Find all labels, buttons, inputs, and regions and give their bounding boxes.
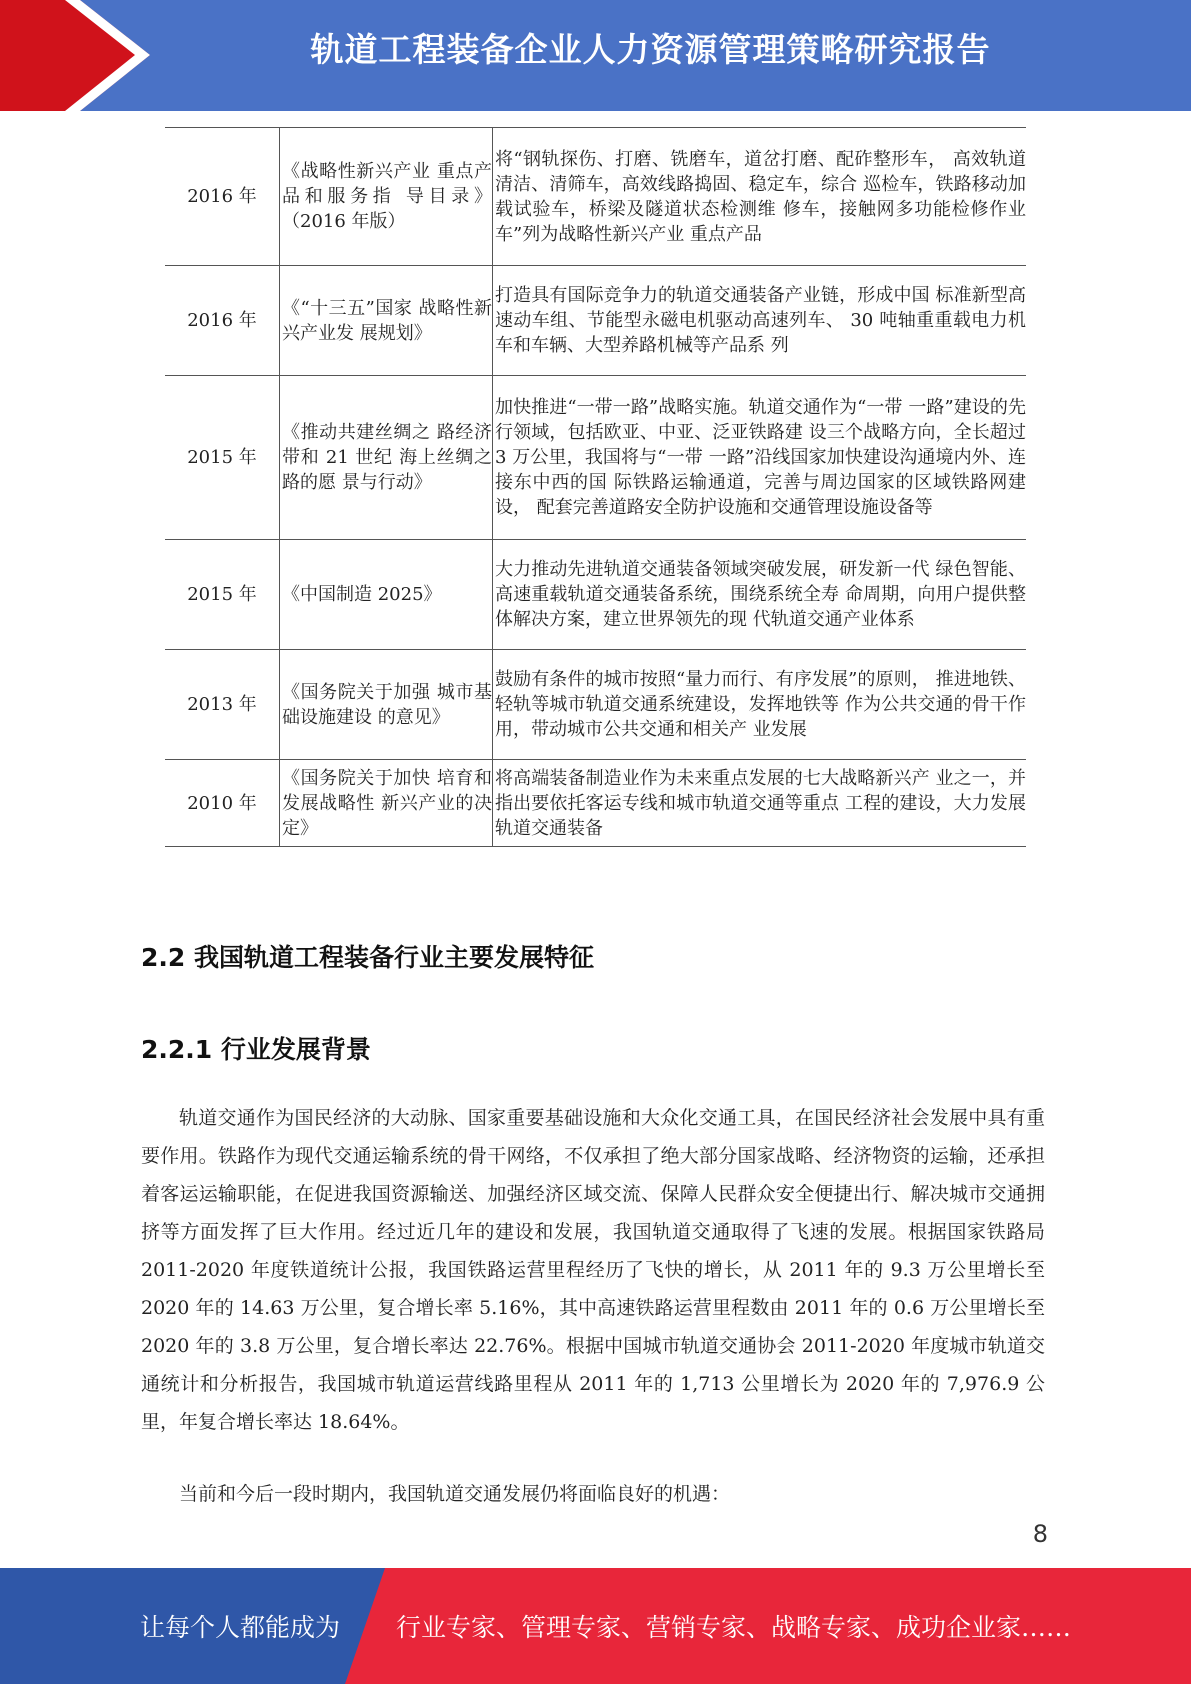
table-row <box>165 760 1026 847</box>
table-cell-year: 2016 年 <box>165 128 280 266</box>
table-cell-content: 加快推进“一带一路”战略实施。轨道交通作为“一带 一路”建设的先行领域，包括欧亚、中亚、泛亚铁路建 设三个战略方向，全长超过 3 万公里，我国将与“一带 一路”沿线国家加快建设沟通境内外、连接东中西的国 际铁路运输通道，完善与周边国家的区域铁路网建设， 配套完善道路安全防护设施和交通管理设施设备等 <box>493 376 1027 540</box>
table-cell-document: 《战略性新兴产业 重点产品和服务指 导目录》（2016 年版） <box>280 128 493 266</box>
section-heading: 2.2 我国轨道工程装备行业主要发展特征 <box>141 943 594 972</box>
table-row <box>165 540 1026 650</box>
table-cell-year: 2015 年 <box>165 376 280 540</box>
table-cell-content: 将高端装备制造业作为未来重点发展的七大战略新兴产 业之一，并指出要依托客运专线和城市轨道交通等重点 工程的建设，大力发展轨道交通装备 <box>493 760 1027 847</box>
table-row <box>165 128 1026 266</box>
table-cell-document: 《“十三五”国家 战略性新兴产业发 展规划》 <box>280 266 493 376</box>
page-header <box>0 0 1191 111</box>
table-cell-year: 2016 年 <box>165 266 280 376</box>
table-cell-content: 大力推动先进轨道交通装备领域突破发展，研发新一代 绿色智能、高速重载轨道交通装备系统，围绕系统全寿 命周期，向用户提供整体解决方案，建立世界领先的现 代轨道交通产业体系 <box>493 540 1027 650</box>
policy-table <box>165 127 1026 847</box>
table-cell-year: 2010 年 <box>165 760 280 847</box>
body-paragraph-1: 轨道交通作为国民经济的大动脉、国家重要基础设施和大众化交通工具，在国民经济社会发展中具有重要作用。铁路作为现代交通运输系统的骨干网络，不仅承担了绝大部分国家战略、经济物资的运输，还承担着客运运输职能，在促进我国资源输送、加强经济区域交流、保障人民群众安全便捷出行、解决城市交通拥挤等方面发挥了巨大作用。经过近几年的建设和发展，我国轨道交通取得了飞速的发展。根据国家铁路局 2011-2020 年度铁道统计公报，我国铁路运营里程经历了飞快的增长，从 2011 年的 9.3 万公里增长至 2020 年的 14.63 万公里，复合增长率 5.16%，其中高速铁路运营里程数由 2011 年的 0.6 万公里增长至 2020 年的 3.8 万公里，复合增长率达 22.76%。根据中国城市轨道交通协会 2011-2020 年度城市轨道交通统计和分析报告，我国城市轨道运营线路里程从 2011 年的 1,713 公里增长为 2020 年的 7,976.9 公里，年复合增长率达 18.64%。 <box>141 1107 1045 1433</box>
table-cell-document: 《推动共建丝绸之 路经济带和 21 世纪 海上丝绸之路的愿 景与行动》 <box>280 376 493 540</box>
header-red-chevron <box>0 0 150 111</box>
table-row <box>165 376 1026 540</box>
table-cell-content: 鼓励有条件的城市按照“量力而行、有序发展”的原则， 推进地铁、轻轨等城市轨道交通系统建设，发挥地铁等 作为公共交通的骨干作用，带动城市公共交通和相关产 业发展 <box>493 650 1027 760</box>
table-cell-document: 《国务院关于加快 培育和发展战略性 新兴产业的决定》 <box>280 760 493 847</box>
table-row <box>165 266 1026 376</box>
table-cell-document: 《国务院关于加强 城市基础设施建设 的意见》 <box>280 650 493 760</box>
subsection-heading: 2.2.1 行业发展背景 <box>141 1035 371 1064</box>
page-number: 8 <box>1032 1520 1048 1548</box>
header-title: 轨道工程装备企业人力资源管理策略研究报告 <box>310 30 991 69</box>
table-cell-content: 打造具有国际竞争力的轨道交通装备产业链，形成中国 标准新型高速动车组、节能型永磁电机驱动高速列车、 30 吨轴重重载电力机车和车辆、大型养路机械等产品系 列 <box>493 266 1027 376</box>
table-cell-year: 2013 年 <box>165 650 280 760</box>
table-cell-content: 将“钢轨探伤、打磨、铣磨车，道岔打磨、配砟整形车， 高效轨道清洁、清筛车，高效线路捣固、稳定车，综合 巡检车，铁路移动加载试验车，桥梁及隧道状态检测维 修车，接触网多功能检修作业车”列为战略性新兴产业 重点产品 <box>493 128 1027 266</box>
table-cell-year: 2015 年 <box>165 540 280 650</box>
footer-slogan-right: 行业专家、管理专家、营销专家、战略专家、成功企业家…… <box>396 1613 1072 1642</box>
table-row <box>165 650 1026 760</box>
page-footer <box>0 1568 1191 1684</box>
footer-slogan-left: 让每个人都能成为 <box>140 1613 341 1642</box>
body-paragraph-2: 当前和今后一段时期内，我国轨道交通发展仍将面临良好的机遇： <box>179 1483 731 1505</box>
table-cell-document: 《中国制造 2025》 <box>280 540 493 650</box>
